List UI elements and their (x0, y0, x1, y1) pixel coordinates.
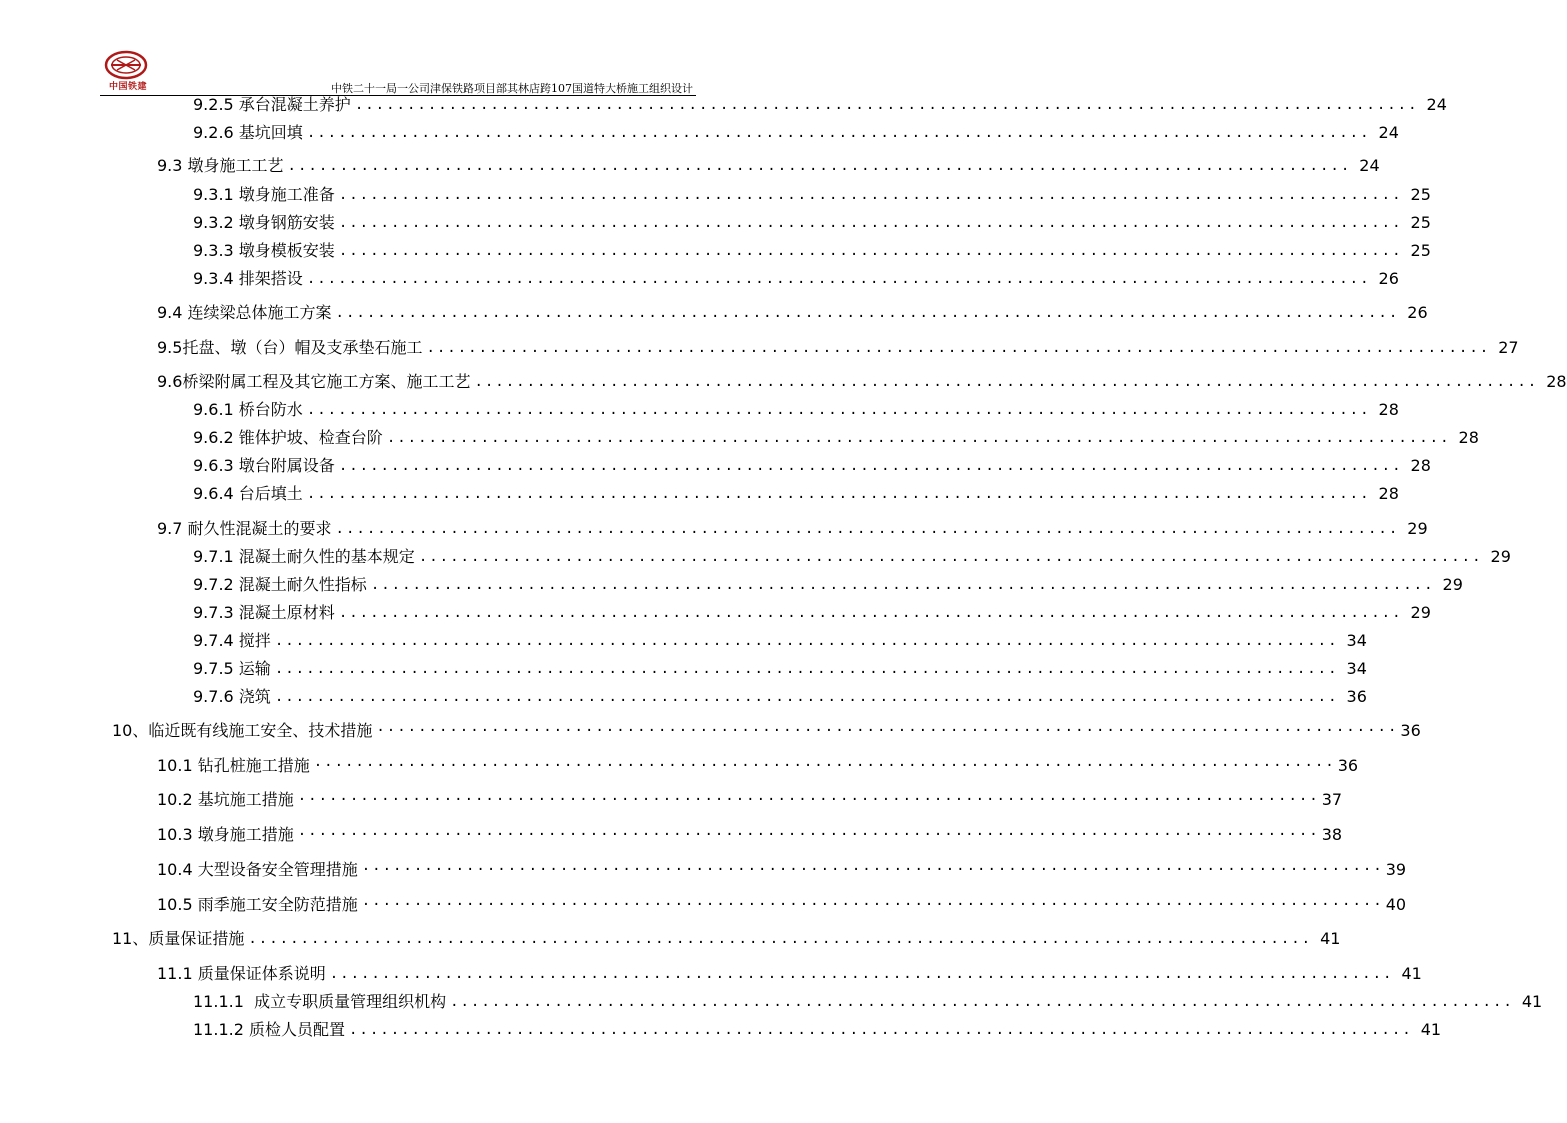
toc-entry-page: 37 (1321, 790, 1343, 809)
toc-entry-title: 10.1 钻孔桩施工措施 (157, 756, 310, 775)
toc-leader: ...................................................................................................... (335, 521, 1400, 537)
toc-entry (157, 518, 1428, 540)
toc-entry (112, 928, 1341, 950)
toc-entry-title: 9.7.3 混凝土原材料 (193, 603, 335, 622)
toc-leader: ...................................................................................................... (306, 486, 1371, 502)
toc-entry-title: 9.2.6 基坑回填 (193, 123, 303, 142)
toc-entry (157, 859, 1407, 881)
toc-entry (193, 122, 1399, 144)
toc-entry-page: 28 (1378, 484, 1399, 503)
toc-entry-title: 9.6.1 桥台防水 (193, 400, 303, 419)
toc-entry-title: 9.6.4 台后填土 (193, 484, 303, 503)
toc-entry (157, 371, 1567, 393)
toc-leader: ...................................................................................................... (338, 605, 1403, 621)
toc-entry-title: 11.1.1 成立专职质量管理组织机构 (193, 992, 447, 1011)
toc-entry-page: 29 (1490, 547, 1511, 566)
toc-leader: ...................................................................................................... (426, 340, 1491, 356)
toc-leader: ·································································································· (297, 827, 1320, 843)
toc-leader: ...................................................................................................... (418, 549, 1483, 565)
toc-entry-page: 41 (1401, 964, 1422, 983)
toc-leader: ...................................................................................................... (338, 243, 1403, 259)
toc-leader: ...................................................................................................... (338, 458, 1403, 474)
toc-entry-title: 9.7.5 运输 (193, 659, 271, 678)
toc-entry (157, 302, 1428, 324)
toc-leader: ...................................................................................................... (287, 158, 1352, 174)
toc-leader: ...................................................................................................... (306, 402, 1371, 418)
toc-entry-title: 9.7 耐久性混凝土的要求 (157, 519, 332, 538)
document-header-title: 中铁二十一局一公司津保铁路项目部其林店跨107国道特大桥施工组织设计 (331, 82, 693, 95)
toc-entry (157, 894, 1407, 916)
toc-entry (157, 963, 1422, 985)
toc-entry-title: 10.4 大型设备安全管理措施 (157, 860, 358, 879)
toc-entry (193, 184, 1431, 206)
toc-entry-page: 27 (1498, 338, 1519, 357)
toc-entry (193, 658, 1367, 680)
toc-entry (193, 630, 1367, 652)
toc-entry-page: 40 (1385, 895, 1407, 914)
toc-entry-page: 24 (1426, 95, 1447, 114)
toc-entry-page: 41 (1521, 992, 1543, 1011)
toc-entry (193, 212, 1431, 234)
toc-entry (193, 427, 1479, 449)
toc-entry (193, 399, 1399, 421)
toc-leader: ...................................................................................................... (274, 633, 1339, 649)
toc-entry-page: 28 (1410, 456, 1431, 475)
toc-entry-page: 24 (1378, 123, 1399, 142)
toc-entry-page: 28 (1378, 400, 1399, 419)
toc-leader: ...................................................................................................... (348, 1022, 1413, 1038)
toc-entry-title: 11、质量保证措施 (112, 929, 245, 948)
toc-leader: ...................................................................................................... (335, 305, 1400, 321)
toc-entry (193, 455, 1431, 477)
toc-entry-title: 9.6桥梁附属工程及其它施工方案、施工工艺 (157, 372, 471, 391)
toc-leader: ...................................................................................................... (329, 966, 1394, 982)
toc-entry-page: 26 (1378, 269, 1399, 288)
toc-entry-page: 28 (1458, 428, 1479, 447)
toc-entry-page: 29 (1407, 519, 1428, 538)
toc-entry-title: 10.5 雨季施工安全防范措施 (157, 895, 358, 914)
toc-entry (193, 94, 1447, 116)
toc-entry-title: 9.6.3 墩台附属设备 (193, 456, 335, 475)
toc-entry-page: 41 (1420, 1020, 1442, 1039)
company-logo-text: 中国铁建 (108, 82, 147, 92)
toc-entry-title: 10.2 基坑施工措施 (157, 790, 294, 809)
toc-entry-page: 36 (1400, 721, 1421, 740)
toc-entry (112, 720, 1421, 742)
toc-entry (193, 1019, 1442, 1041)
toc-entry-page: 38 (1321, 825, 1343, 844)
toc-entry-page: 36 (1337, 756, 1359, 775)
toc-leader: ...................................................................................................... (274, 661, 1339, 677)
toc-leader: ·································································································· (297, 792, 1320, 808)
toc-entry (193, 574, 1463, 596)
toc-leader: ...................................................................................................... (248, 931, 1313, 947)
toc-entry (193, 686, 1367, 708)
toc-entry (193, 268, 1399, 290)
toc-entry-page: 34 (1346, 659, 1367, 678)
toc-entry-title: 9.4 连续梁总体施工方案 (157, 303, 332, 322)
toc-entry-page: 25 (1410, 241, 1431, 260)
toc-entry-page: 26 (1407, 303, 1428, 322)
toc-entry-page: 28 (1546, 372, 1567, 391)
toc-entry (193, 602, 1431, 624)
toc-entry-title: 11.1.2 质检人员配置 (193, 1020, 345, 1039)
toc-entry-page: 29 (1442, 575, 1463, 594)
toc-entry-title: 9.3.1 墩身施工准备 (193, 185, 335, 204)
toc-entry-title: 10.3 墩身施工措施 (157, 825, 294, 844)
toc-leader: ...................................................................................................... (338, 187, 1403, 203)
toc-entry (193, 483, 1399, 505)
toc-leader: ·································································································· (361, 897, 1384, 913)
toc-entry-page: 25 (1410, 185, 1431, 204)
toc-entry-page: 25 (1410, 213, 1431, 232)
toc-leader: ·································································································· (361, 862, 1384, 878)
toc-entry (157, 789, 1343, 811)
toc-entry (193, 546, 1511, 568)
toc-leader: ...................................................................................................... (370, 577, 1435, 593)
toc-leader: ...................................................................................................... (354, 97, 1419, 113)
toc-entry-title: 9.7.4 搅拌 (193, 631, 271, 650)
toc-leader: ·································································································· (313, 758, 1336, 774)
toc-entry-title: 9.7.6 浇筑 (193, 687, 271, 706)
toc-entry-title: 9.3.4 排架搭设 (193, 269, 303, 288)
toc-entry-page: 36 (1346, 687, 1367, 706)
toc-entry-title: 10、临近既有线施工安全、技术措施 (112, 721, 373, 740)
toc-leader: ...................................................................................................... (338, 215, 1403, 231)
toc-entry-page: 39 (1385, 860, 1407, 879)
toc-entry-page: 24 (1359, 156, 1380, 175)
toc-entry (157, 755, 1359, 777)
toc-entry-title: 11.1 质量保证体系说明 (157, 964, 326, 983)
toc-entry (157, 824, 1343, 846)
toc-leader: ...................................................................................................... (450, 994, 1514, 1010)
toc-entry-title: 9.5托盘、墩（台）帽及支承垫石施工 (157, 338, 423, 357)
toc-entry-page: 41 (1320, 929, 1341, 948)
toc-leader: ...................................................................................................... (274, 689, 1339, 705)
toc-entry-page: 29 (1410, 603, 1431, 622)
toc-entry-title: 9.2.5 承台混凝土养护 (193, 95, 351, 114)
toc-entry-title: 9.7.2 混凝土耐久性指标 (193, 575, 367, 594)
toc-entry-title: 9.3.2 墩身钢筋安装 (193, 213, 335, 232)
toc-leader: ·································································································· (376, 723, 1399, 739)
toc-entry (193, 991, 1543, 1013)
toc-entry-title: 9.3 墩身施工工艺 (157, 156, 284, 175)
toc-entry (157, 337, 1519, 359)
toc-entry-title: 9.7.1 混凝土耐久性的基本规定 (193, 547, 415, 566)
toc-leader: ...................................................................................................... (386, 430, 1451, 446)
toc-entry (157, 155, 1380, 177)
toc-entry-page: 34 (1346, 631, 1367, 650)
toc-leader: ...................................................................................................... (306, 125, 1371, 141)
toc-entry-title: 9.3.3 墩身模板安装 (193, 241, 335, 260)
toc-entry-title: 9.6.2 锥体护坡、检查台阶 (193, 428, 383, 447)
toc-entry (193, 240, 1431, 262)
toc-leader: ...................................................................................................... (474, 374, 1539, 390)
toc-leader: ...................................................................................................... (306, 271, 1371, 287)
